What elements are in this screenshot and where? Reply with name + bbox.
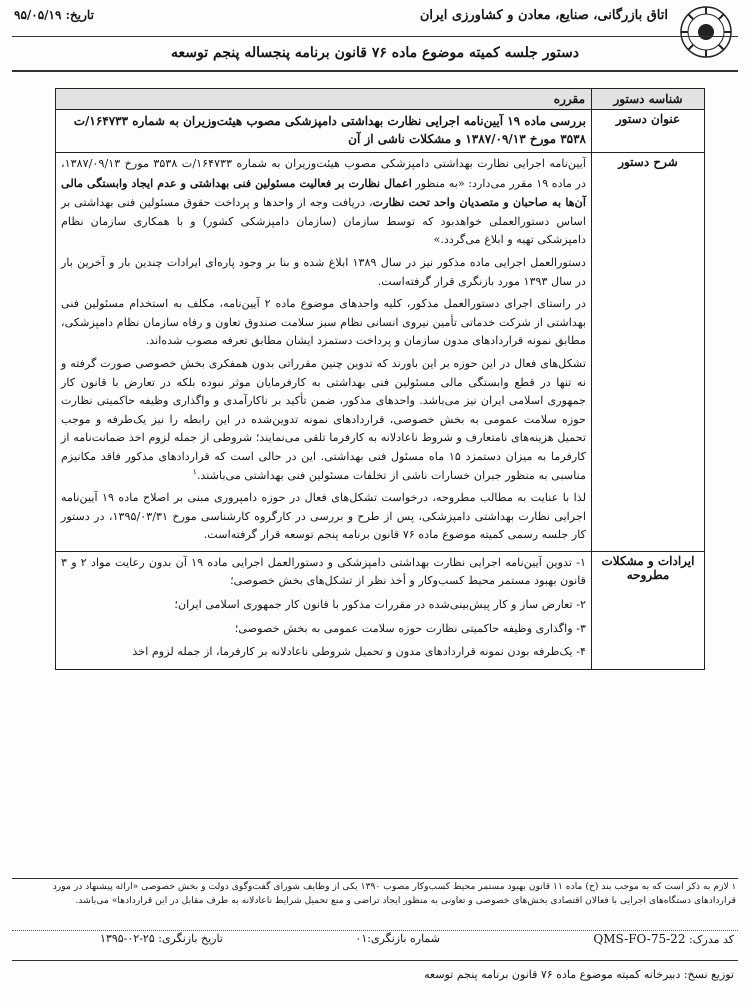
list-item: ۳- واگذاری وظیفه حاکمیتی نظارت حوزه سلامت عمومی به بخش خصوصی؛ — [234, 621, 586, 635]
description-paragraph-5: لذا با عنایت به مطالب مطروحه، درخواست تشکل‌های فعال در حوزه دامپروری مبنی بر اصلاح ماده ۱۹ آیین‌نامه اجرایی نظارت بهداشتی دامپزشکی، پس از طرح و بررسی در کارگروه کارشناسی مورخ ۱۳۹۵/۰۳/۳۱، در دستور کار جلسه رسمی کمیته موضوع ماده ۷۶ قانون برنامه پنجم توسعه قرار گرفته‌است. — [61, 491, 586, 542]
revision-date — [100, 932, 223, 945]
revision-label: شماره بازنگری: — [367, 932, 440, 945]
highlighted-text: اعمال نظارت بر فعالیت مسئولین فنی بهداشتی و عدم ایجاد وابستگی مالی آن‌ها به صاحبان و متصدیان واحد تحت نظارت — [61, 175, 586, 210]
agenda-table — [55, 88, 705, 670]
row-issues — [56, 551, 705, 669]
row-agenda-title — [56, 110, 705, 153]
footnote-mark: ۱ — [731, 882, 736, 891]
distribution-note: توزیع نسخ: دبیرخانه کمیته موضوع ماده ۷۶ قانون برنامه پنجم توسعه — [424, 968, 734, 981]
footnote-reference[interactable]: ۱ — [192, 466, 197, 476]
footnote — [14, 880, 736, 908]
code-label: کد مدرک: — [688, 933, 734, 946]
footer-divider — [12, 960, 738, 961]
revision-date-label: تاریخ بازنگری: — [158, 932, 223, 945]
label-agenda-description: شرح دستور — [592, 153, 705, 552]
revision-value: ۰۱ — [355, 932, 368, 945]
description-paragraph-1 — [61, 155, 586, 250]
document-date — [14, 8, 94, 22]
footnote-text: لازم به ذکر است که به موجب بند (ح) ماده ۱۱ قانون بهبود مستمر محیط کسب‌وکار مصوب ۱۳۹۰ یکی از وظایف شورای گفت‌وگوی دولت و بخش خصوصی «ارائه پیشنهاد در مورد قراردادهای دستگاه‌های اجرایی با فعالان اقتصادی بخش‌های خصوصی و تعاونی به منظور ایجاد تراضی و منع تحمیل شرایط ناعادلانه به طرف مقابل در این قراردادها» می‌باشد. — [52, 881, 736, 906]
date-value: ۹۵/۰۵/۱۹ — [14, 8, 62, 22]
column-header-id: شناسه دستور — [592, 89, 705, 110]
description-paragraph-4 — [61, 355, 586, 485]
metadata-divider — [12, 930, 738, 931]
header-divider — [12, 36, 738, 37]
label-issues: ایرادات و مشکلات مطروحه — [592, 551, 705, 669]
row-agenda-description — [56, 153, 705, 552]
title-divider — [12, 70, 738, 72]
issues-list — [56, 551, 592, 669]
agenda-description — [56, 153, 592, 552]
label-agenda-title: عنوان دستور — [592, 110, 705, 153]
document-code — [593, 932, 734, 946]
paragraph-text: آیین‌نامه اجرایی نظارت بهداشتی دامپزشکی مصوب هیئت‌وزیران به شماره ۱۶۴۷۳۳/ت ۳۵۳۸ مورخ ۱۳۸۷/۰۹/۱۳، در ماده ۱۹ مقرر می‌دارد: «به منظور — [61, 157, 587, 190]
code-value: QMS-FO-75-22 — [593, 932, 686, 946]
list-item: ۲- تعارض ساز و کار پیش‌بینی‌شده در مقررات مذکور با قانون کار جمهوری اسلامی ایران؛ — [174, 598, 586, 612]
table-header-row — [56, 89, 705, 110]
description-paragraph-2: دستورالعمل اجرایی ماده مذکور نیز در سال ۱۳۸۹ ابلاغ شده و بنا بر وجود پاره‌ای ایرادات چندین بار و آخرین بار در سال ۱۳۹۳ مورد بازنگری قرار گرفته‌است. — [61, 255, 586, 288]
paragraph-text: تشکل‌های فعال در این حوزه بر این باورند که تدوین چنین مقرراتی بدون همفکری بخش خصوصی صورت گرفته و نه تنها در قطع وابستگی مالی مسئولین فنی بهداشتی به کارفرمایان موثر نبوده بلکه در تعارض با قانون کار جمهوری اسلامی ایران نیز می‌باشد. واحدهای مذکور، ضمن تأکید بر ناکارآمدی و واگذاری وظیفه حاکمیتی نظارت حوزه سلامت عمومی به بخش خصوصی، قراردادهای نمونه تدوین‌شده در این رابطه را نیز یک‌طرفه و موجب تحمیل هزینه‌های نامتعارف و شروط ناعادلانه به کارفرما تلقی می‌نمایند؛ شروطی از جمله لزوم اخذ ضمانت‌نامه از کارفرما به میزان دستمزد ۱۵ ماه مسئول فنی بهداشتی. این در حالی است که قراردادهای مذکور فاقد مکانیزم مناسبی به منظور جبران خسارات ناشی از تخلفات مسئولین فنی بهداشتی می‌باشند. — [61, 356, 586, 482]
organization-name: اتاق بازرگانی، صنایع، معادن و کشاورزی ایران — [419, 8, 668, 23]
agenda-title-text: بررسی ماده ۱۹ آیین‌نامه اجرایی نظارت بهداشتی دامپزشکی مصوب هیئت‌وزیران به شماره ۱۶۴۷۳۳/ت ۳۵۳۸ مورخ ۱۳۸۷/۰۹/۱۳ و مشکلات ناشی از آن — [56, 110, 592, 153]
paragraph-text: ، دریافت وجه از واحدها و پرداخت حقوق مسئولین فنی بهداشتی بر اساس دستورالعملی خواهدبود که توسط سازمان (سازمان دامپزشکی کشور) و با همکاری سازمان نظام دامپزشکی تهیه و ابلاغ می‌گردد.» — [61, 196, 586, 247]
revision-date-value: ۲۵-۰۲-۱۳۹۵ — [100, 932, 155, 945]
column-header-content: مقرره — [56, 89, 592, 110]
date-label: تاریخ: — [65, 8, 94, 22]
description-paragraph-3: در راستای اجرای دستورالعمل مذکور، کلیه واحدهای موضوع ماده ۲ آیین‌نامه، مکلف به استخدام مسئولین فنی بهداشتی از شرکت خدماتی تأمین نیروی انسانی نظام سبز سلامت صندوق تعاون و رفاه سازمان نظام دامپزشکی، مطابق نمونه قراردادهای مدون سازمان و پرداخت دستمزد ایشان مطابق تعرفه مصوب شده‌اند. — [61, 297, 586, 348]
document-title: دستور جلسه کمیته موضوع ماده ۷۶ قانون برنامه پنجساله پنجم توسعه — [171, 45, 579, 61]
list-item: ۴- یک‌طرفه بودن نمونه قراردادهای مدون و تحمیل شروطی ناعادلانه بر کارفرما، از جمله لزوم اخذ — [132, 645, 586, 659]
footnote-divider — [12, 878, 738, 879]
revision-number — [355, 932, 440, 945]
list-item: ۱- تدوین آیین‌نامه اجرایی نظارت بهداشتی دامپزشکی و دستورالعمل اجرایی ماده ۱۹ آن بدون رعایت مواد ۲ و ۳ قانون بهبود مستمر محیط کسب‌وکار و أخذ نظر از تشکل‌های بخش خصوصی؛ — [61, 555, 586, 588]
